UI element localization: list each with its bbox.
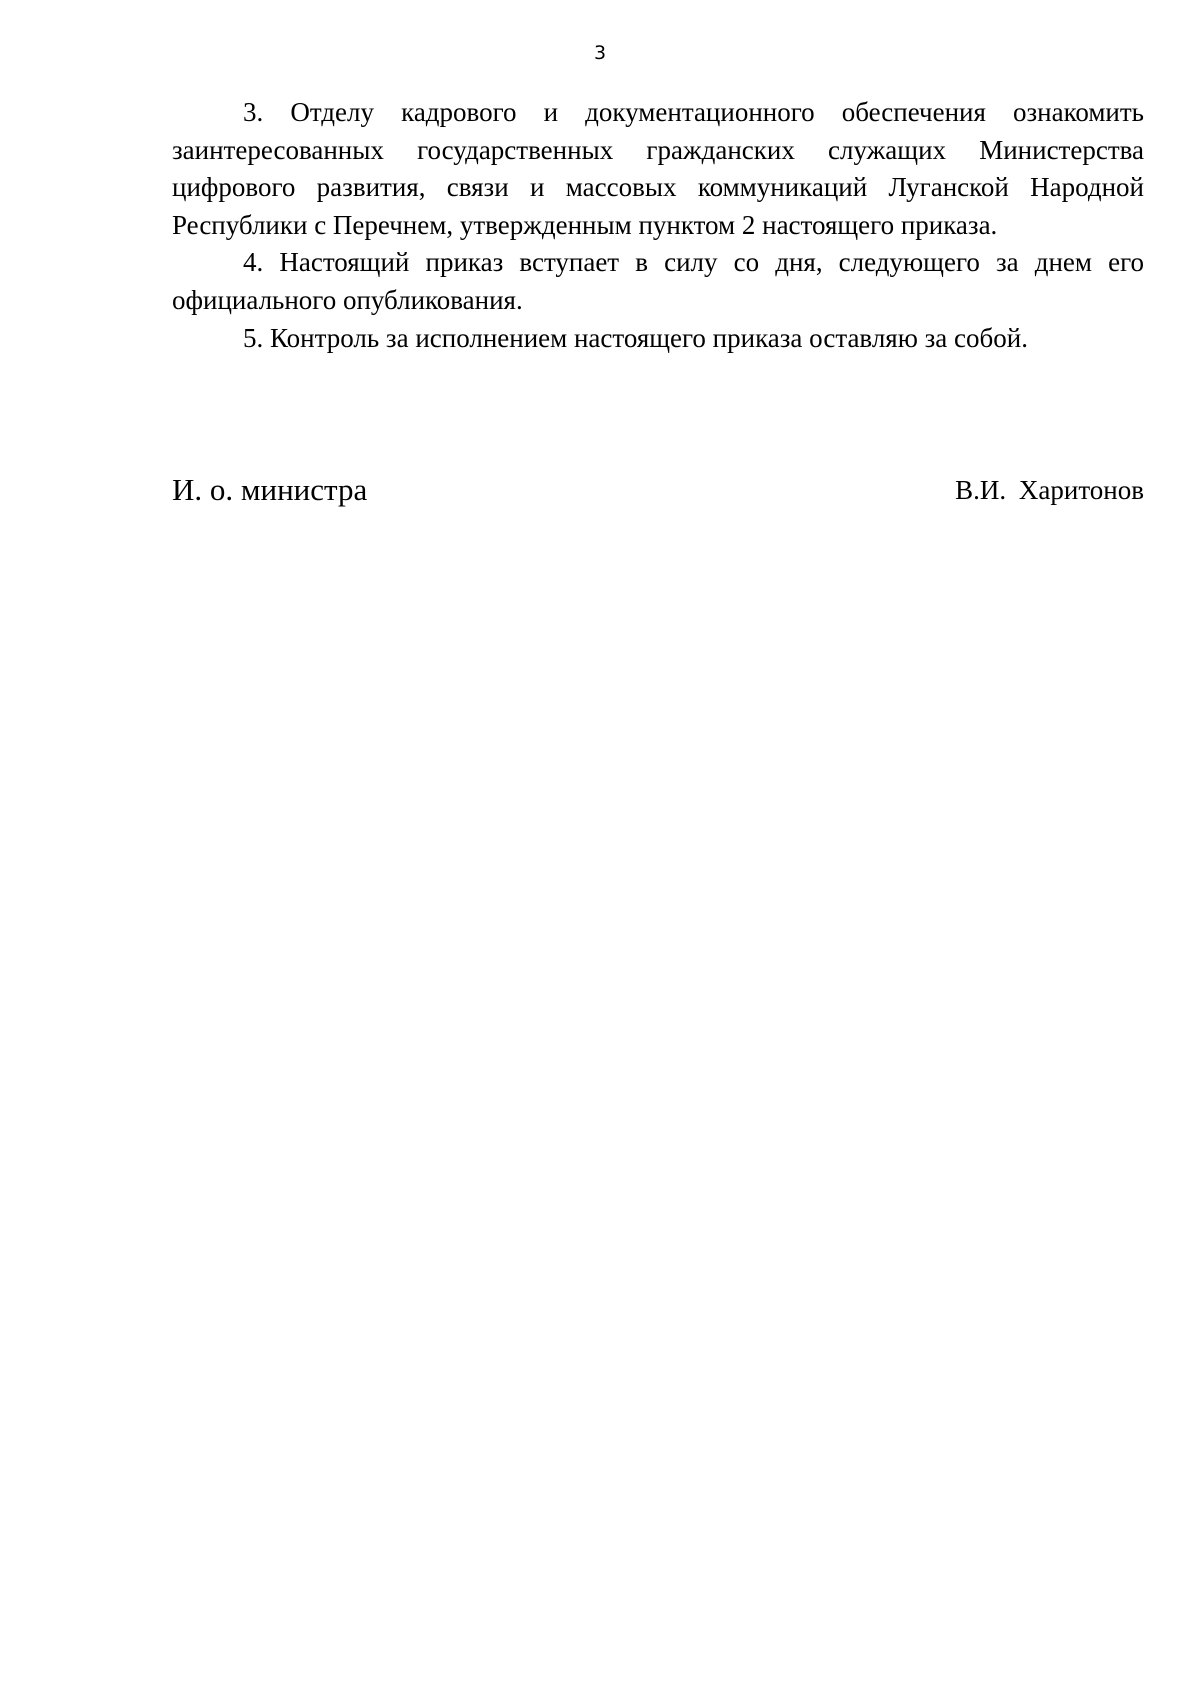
signatory-title: И. о. министра: [172, 472, 368, 507]
signatory-name: В.И. Харитонов: [955, 475, 1144, 505]
signature-block: [172, 470, 1144, 510]
page-number: 3: [593, 42, 607, 64]
document-body: [172, 94, 1144, 357]
paragraph-item-3: 3. Отделу кадрового и документационного обеспечения ознакомить заинтересованных государственных гражданских служащих Министерства цифрового развития, связи и массовых коммуникаций Луганской Народной Республики с Перечнем, утвержденным пунктом 2 настоящего приказа.: [172, 97, 1144, 240]
paragraph-item-4: 4. Настоящий приказ вступает в силу со дня, следующего за днем его официального опубликования.: [172, 247, 1144, 315]
paragraph-item-5: 5. Контроль за исполнением настоящего приказа оставляю за собой.: [243, 322, 1028, 353]
